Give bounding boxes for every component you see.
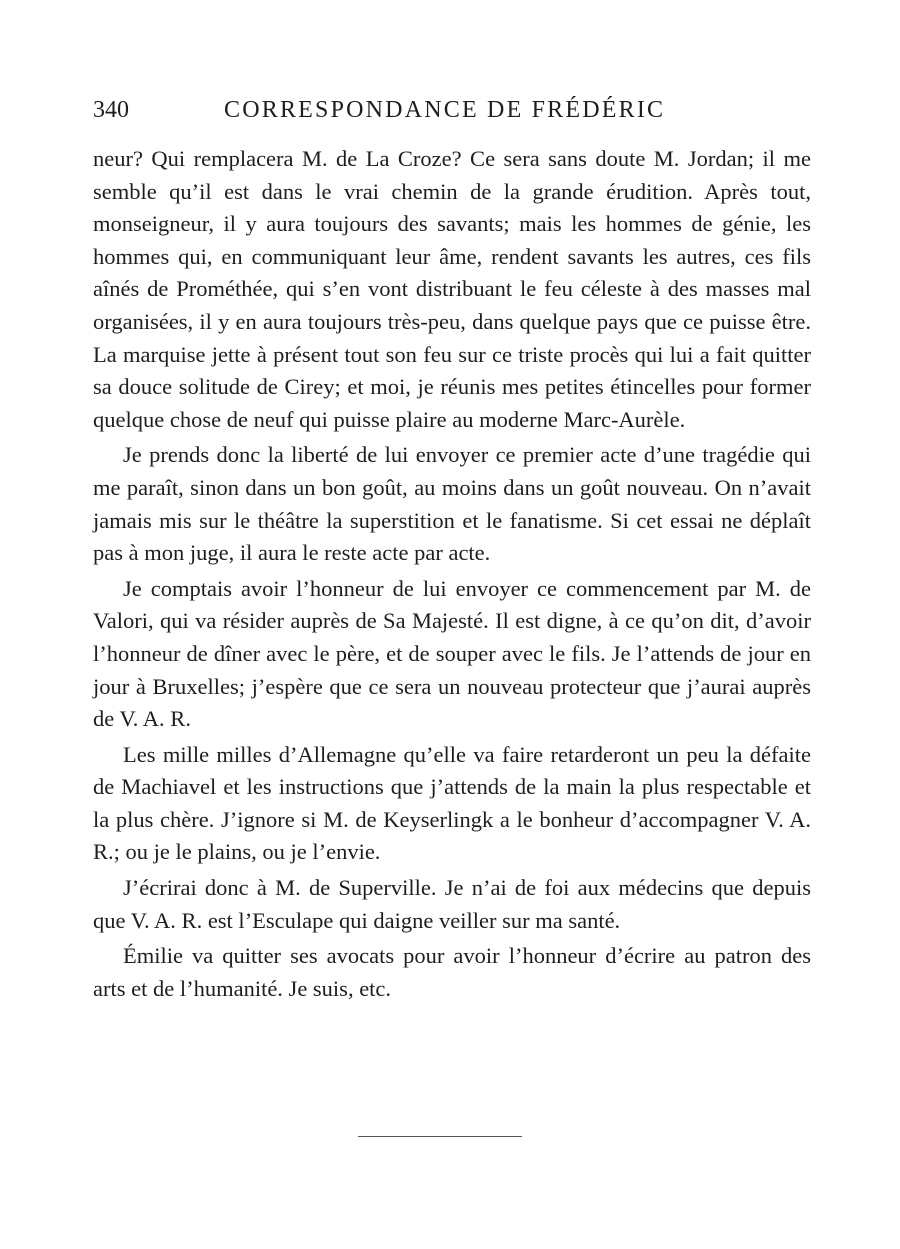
paragraph-tragedie: Je prends donc la liberté de lui envoyer ce premier acte d’une tragédie qui me paraît, sinon dans un bon goût, au moins dans un goût nouveau. On n’avait jamais mis sur le théâtre la superstition et le fanatisme. Si cet essai ne déplaît pas à mon juge, il aura le reste acte par acte. xyxy=(93,442,811,566)
running-title: CORRESPONDANCE DE FRÉDÉRIC xyxy=(224,97,666,123)
body-text xyxy=(93,143,811,1005)
paragraph-valori: Je comptais avoir l’honneur de lui envoyer ce commencement par M. de Valori, qui va résider auprès de Sa Majesté. Il est digne, à ce qu’on dit, d’avoir l’honneur de dîner avec le père, et de souper avec le fils. Je l’attends de jour en jour à Bruxelles; j’espère que ce sera un nouveau protecteur que j’aurai auprès de V. A. R. xyxy=(93,575,811,732)
paragraph-allemagne: Les mille milles d’Allemagne qu’elle va faire retarderont un peu la défaite de Machiavel et les instructions que j’attends de la main la plus respectable et la plus chère. J’ignore si M. de Keyserlingk a le bonheur d’accompagner V. A. R.; ou je le plains, ou je l’envie. xyxy=(93,741,811,865)
closing-rule xyxy=(358,1136,522,1137)
page-number: 340 xyxy=(93,97,129,123)
paragraph-superville: J’écrirai donc à M. de Superville. Je n’ai de foi aux médecins que depuis que V. A. R. est l’Esculape qui daigne veiller sur ma santé. xyxy=(93,875,811,933)
paragraph-continuation: neur? Qui remplacera M. de La Croze? Ce sera sans doute M. Jordan; il me semble qu’il est dans le vrai chemin de la grande érudition. Après tout, monseigneur, il y aura toujours des savants; mais les hommes de génie, les hommes qui, en communiquant leur âme, rendent savants les autres, ces fils aînés de Prométhée, qui s’en vont distribuant le feu céleste à des masses mal organisées, il y en aura toujours très-peu, dans quelque pays que ce puisse être. La marquise jette à présent tout son feu sur ce triste procès qui lui a fait quitter sa douce solitude de Cirey; et moi, je réunis mes petites étincelles pour former quelque chose de neuf qui puisse plaire au moderne Marc-Aurèle. xyxy=(93,146,811,432)
paragraph-emilie: Émilie va quitter ses avocats pour avoir l’honneur d’écrire au patron des arts et de l’humanité. Je suis, etc. xyxy=(93,943,811,1001)
running-head xyxy=(93,97,811,131)
